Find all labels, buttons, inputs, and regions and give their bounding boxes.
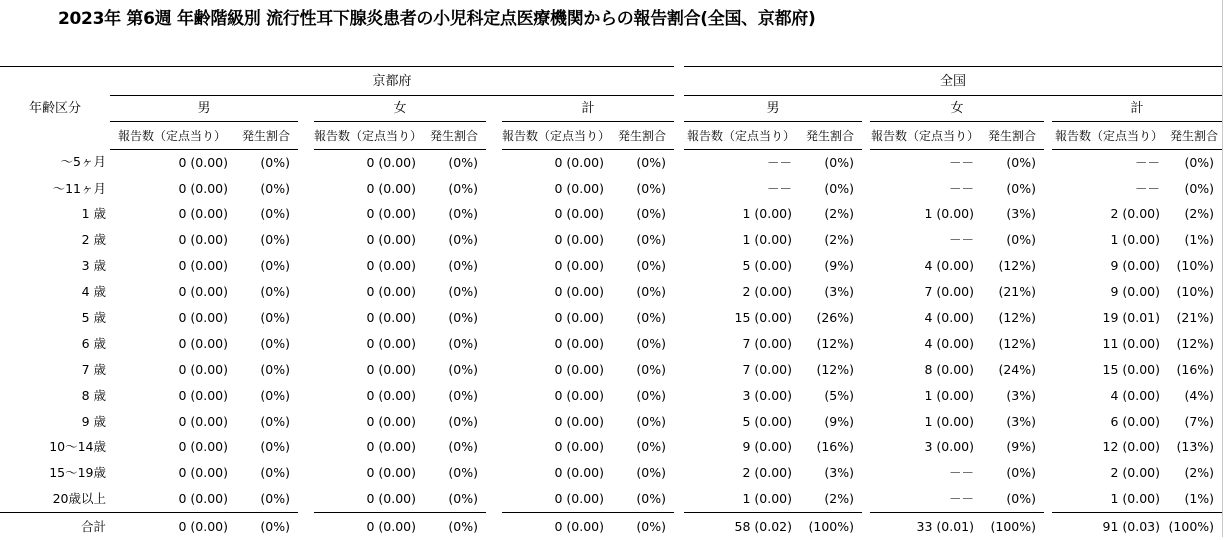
kyoto-total-rate: (0%) [610, 513, 674, 540]
national-total-report-count: 91 (0.03) [1052, 513, 1166, 540]
table-row [0, 383, 1222, 409]
kyoto-male-rate: (0%) [260, 206, 290, 222]
national-total-rate: (21%) [1176, 310, 1215, 326]
kyoto-male-rate: (0%) [260, 258, 290, 274]
age-group-header: 年齢区分 [0, 67, 110, 150]
age-group-label: 2 歳 [81, 232, 106, 248]
national-female-rate: (12%) [998, 335, 1037, 351]
kyoto-total-report-count: 0 (0.00) [554, 154, 604, 170]
kyoto-female-rate: (0%) [448, 387, 478, 403]
national-female-report-count: 1 (0.00) [924, 387, 975, 403]
kyoto-total-rate: (0%) [636, 465, 667, 481]
kyoto-female-report-count: 0 (0.00) [366, 284, 416, 300]
column-header-reports: 報告数（定点当り） [684, 122, 798, 150]
kyoto-total-report-count: 0 (0.00) [554, 180, 604, 196]
national-total-report-count: 2 (0.00) [1110, 465, 1161, 481]
age-group-label: 3 歳 [81, 258, 106, 274]
kyoto-female-rate: (0%) [448, 284, 478, 300]
column-header-rate: 発生割合 [980, 122, 1044, 150]
national-total-report-count: 1 (0.00) [1110, 491, 1161, 507]
national-male-report-count: 3 (0.00) [742, 387, 793, 403]
kyoto-male-rate: (0%) [234, 513, 298, 540]
national-male-report-count: －－ [767, 180, 793, 196]
kyoto-female-rate: (0%) [448, 154, 478, 170]
national-total-header: 計 [1052, 96, 1222, 122]
region-header-national: 全国 [684, 67, 1222, 96]
national-female-rate: (24%) [998, 361, 1037, 377]
kyoto-male-rate: (0%) [260, 413, 290, 429]
table-row [0, 487, 1222, 513]
national-female-rate: (0%) [1006, 491, 1037, 507]
national-total-rate: (10%) [1176, 258, 1215, 274]
column-header-rate: 発生割合 [234, 122, 298, 150]
kyoto-male-header: 男 [110, 96, 298, 122]
kyoto-total-rate: (0%) [636, 491, 667, 507]
kyoto-male-rate: (0%) [260, 465, 290, 481]
kyoto-total-report-count: 0 (0.00) [554, 232, 604, 248]
kyoto-total-rate: (0%) [636, 206, 667, 222]
national-female-report-count: 4 (0.00) [924, 335, 975, 351]
kyoto-total-report-count: 0 (0.00) [554, 439, 604, 455]
kyoto-male-report-count: 0 (0.00) [178, 465, 228, 481]
column-header-rate: 発生割合 [422, 122, 486, 150]
kyoto-total-report-count: 0 (0.00) [554, 413, 604, 429]
column-header-reports: 報告数（定点当り） [110, 122, 234, 150]
national-male-rate: (0%) [824, 154, 855, 170]
kyoto-female-report-count: 0 (0.00) [366, 232, 416, 248]
national-male-report-count: 5 (0.00) [742, 258, 793, 274]
kyoto-female-report-count: 0 (0.00) [366, 387, 416, 403]
national-male-report-count: 7 (0.00) [742, 335, 793, 351]
kyoto-male-rate: (0%) [260, 335, 290, 351]
kyoto-female-report-count: 0 (0.00) [366, 206, 416, 222]
national-female-report-count: 8 (0.00) [924, 361, 975, 377]
kyoto-male-rate: (0%) [260, 310, 290, 326]
kyoto-total-report-count: 0 (0.00) [502, 513, 610, 540]
kyoto-total-report-count: 0 (0.00) [554, 310, 604, 326]
national-female-report-count: 33 (0.01) [870, 513, 980, 540]
national-total-rate: (1%) [1184, 232, 1215, 248]
table-row [0, 409, 1222, 435]
table-row [0, 176, 1222, 202]
national-male-report-count: 1 (0.00) [742, 491, 793, 507]
national-total-report-count: 6 (0.00) [1110, 413, 1161, 429]
national-total-report-count: 11 (0.00) [1102, 335, 1161, 351]
national-male-rate: (3%) [824, 284, 855, 300]
kyoto-total-rate: (0%) [636, 413, 667, 429]
kyoto-male-report-count: 0 (0.00) [178, 439, 228, 455]
kyoto-female-report-count: 0 (0.00) [366, 439, 416, 455]
national-female-report-count: －－ [949, 491, 975, 507]
kyoto-male-report-count: 0 (0.00) [178, 180, 228, 196]
kyoto-male-report-count: 0 (0.00) [178, 335, 228, 351]
kyoto-male-report-count: 0 (0.00) [178, 491, 228, 507]
kyoto-female-report-count: 0 (0.00) [366, 491, 416, 507]
age-group-label: 1 歳 [81, 206, 106, 222]
page-title: 2023年 第6週 年齢階級別 流行性耳下腺炎患者の小児科定点医療機関からの報告割合(全国、京都府) [58, 9, 816, 29]
national-male-report-count: 1 (0.00) [742, 232, 793, 248]
kyoto-female-rate: (0%) [448, 335, 478, 351]
kyoto-total-header: 計 [502, 96, 674, 122]
kyoto-female-report-count: 0 (0.00) [314, 513, 422, 540]
kyoto-female-rate: (0%) [448, 258, 478, 274]
national-total-report-count: 19 (0.01) [1102, 310, 1161, 326]
national-female-rate: (100%) [980, 513, 1044, 540]
national-male-report-count: －－ [767, 154, 793, 170]
national-male-rate: (5%) [824, 387, 855, 403]
national-male-report-count: 7 (0.00) [742, 361, 793, 377]
kyoto-total-rate: (0%) [636, 387, 667, 403]
national-male-report-count: 15 (0.00) [734, 310, 793, 326]
national-total-report-count: 9 (0.00) [1110, 258, 1161, 274]
national-total-rate: (4%) [1184, 387, 1215, 403]
national-female-report-count: 4 (0.00) [924, 310, 975, 326]
kyoto-female-report-count: 0 (0.00) [366, 413, 416, 429]
column-header-reports: 報告数（定点当り） [502, 122, 610, 150]
table-row [0, 305, 1222, 331]
kyoto-female-rate: (0%) [448, 491, 478, 507]
age-group-label: 15～19歳 [49, 465, 106, 481]
kyoto-female-report-count: 0 (0.00) [366, 154, 416, 170]
kyoto-female-report-count: 0 (0.00) [366, 310, 416, 326]
national-female-rate: (0%) [1006, 232, 1037, 248]
national-total-rate: (100%) [1166, 513, 1222, 540]
kyoto-female-report-count: 0 (0.00) [366, 465, 416, 481]
kyoto-male-rate: (0%) [260, 180, 290, 196]
age-group-label: 20歳以上 [52, 491, 106, 507]
header-row-columns [0, 122, 1222, 150]
kyoto-female-report-count: 0 (0.00) [366, 258, 416, 274]
column-header-reports: 報告数（定点当り） [1052, 122, 1166, 150]
national-total-rate: (0%) [1184, 180, 1215, 196]
national-total-rate: (0%) [1184, 154, 1215, 170]
kyoto-male-report-count: 0 (0.00) [178, 232, 228, 248]
kyoto-male-report-count: 0 (0.00) [178, 284, 228, 300]
column-header-rate: 発生割合 [798, 122, 862, 150]
national-female-rate: (0%) [1006, 180, 1037, 196]
national-total-rate: (12%) [1176, 335, 1215, 351]
kyoto-total-rate: (0%) [636, 439, 667, 455]
national-female-report-count: 3 (0.00) [924, 439, 975, 455]
kyoto-total-rate: (0%) [636, 284, 667, 300]
national-total-rate: (2%) [1184, 206, 1215, 222]
column-header-reports: 報告数（定点当り） [314, 122, 422, 150]
national-female-report-count: 7 (0.00) [924, 284, 975, 300]
kyoto-total-report-count: 0 (0.00) [554, 206, 604, 222]
age-group-label: 7 歳 [81, 361, 106, 377]
total-row [0, 513, 1222, 540]
national-total-report-count: 2 (0.00) [1110, 206, 1161, 222]
table-row [0, 202, 1222, 228]
national-female-report-count: －－ [949, 465, 975, 481]
national-female-rate: (3%) [1006, 387, 1037, 403]
national-total-report-count: 9 (0.00) [1110, 284, 1161, 300]
national-male-rate: (12%) [816, 361, 855, 377]
national-total-report-count: 4 (0.00) [1110, 387, 1161, 403]
national-male-rate: (2%) [824, 232, 855, 248]
kyoto-female-report-count: 0 (0.00) [366, 180, 416, 196]
kyoto-total-report-count: 0 (0.00) [554, 258, 604, 274]
age-group-label: ～11ヶ月 [52, 180, 106, 196]
kyoto-male-report-count: 0 (0.00) [178, 361, 228, 377]
national-male-rate: (9%) [824, 258, 855, 274]
national-male-rate: (26%) [816, 310, 855, 326]
header-row-sex [0, 96, 1222, 122]
kyoto-male-report-count: 0 (0.00) [110, 513, 234, 540]
kyoto-female-report-count: 0 (0.00) [366, 335, 416, 351]
national-female-rate: (12%) [998, 310, 1037, 326]
kyoto-total-rate: (0%) [636, 310, 667, 326]
kyoto-total-rate: (0%) [636, 258, 667, 274]
age-group-label: 9 歳 [81, 413, 106, 429]
national-total-report-count: －－ [1135, 154, 1161, 170]
national-total-rate: (13%) [1176, 439, 1215, 455]
kyoto-total-rate: (0%) [636, 335, 667, 351]
kyoto-total-rate: (0%) [636, 180, 667, 196]
age-group-label: 4 歳 [81, 284, 106, 300]
table-row [0, 279, 1222, 305]
age-group-label: ～5ヶ月 [60, 154, 106, 170]
national-female-rate: (21%) [998, 284, 1037, 300]
national-total-report-count: 12 (0.00) [1102, 439, 1161, 455]
national-male-report-count: 58 (0.02) [684, 513, 798, 540]
kyoto-female-rate: (0%) [448, 232, 478, 248]
national-female-report-count: －－ [949, 232, 975, 248]
kyoto-male-report-count: 0 (0.00) [178, 206, 228, 222]
national-female-report-count: －－ [949, 154, 975, 170]
national-male-rate: (16%) [816, 439, 855, 455]
national-total-rate: (1%) [1184, 491, 1215, 507]
kyoto-female-rate: (0%) [422, 513, 486, 540]
national-male-report-count: 5 (0.00) [742, 413, 793, 429]
national-female-report-count: 1 (0.00) [924, 413, 975, 429]
table-row [0, 150, 1222, 176]
kyoto-male-rate: (0%) [260, 491, 290, 507]
column-header-rate: 発生割合 [1166, 122, 1222, 150]
national-female-report-count: 1 (0.00) [924, 206, 975, 222]
national-male-rate: (12%) [816, 335, 855, 351]
national-total-rate: (16%) [1176, 361, 1215, 377]
table-row [0, 331, 1222, 357]
national-male-report-count: 1 (0.00) [742, 206, 793, 222]
national-male-rate: (9%) [824, 413, 855, 429]
column-header-reports: 報告数（定点当り） [870, 122, 980, 150]
national-male-report-count: 2 (0.00) [742, 284, 793, 300]
kyoto-male-rate: (0%) [260, 439, 290, 455]
kyoto-male-report-count: 0 (0.00) [178, 154, 228, 170]
kyoto-total-report-count: 0 (0.00) [554, 465, 604, 481]
national-male-report-count: 2 (0.00) [742, 465, 793, 481]
national-male-rate: (3%) [824, 465, 855, 481]
national-male-header: 男 [684, 96, 862, 122]
national-total-report-count: －－ [1135, 180, 1161, 196]
kyoto-male-report-count: 0 (0.00) [178, 258, 228, 274]
kyoto-female-rate: (0%) [448, 465, 478, 481]
kyoto-female-rate: (0%) [448, 361, 478, 377]
kyoto-female-rate: (0%) [448, 439, 478, 455]
kyoto-male-rate: (0%) [260, 284, 290, 300]
kyoto-total-rate: (0%) [636, 154, 667, 170]
national-female-rate: (12%) [998, 258, 1037, 274]
kyoto-female-report-count: 0 (0.00) [366, 361, 416, 377]
table-row [0, 461, 1222, 487]
kyoto-total-report-count: 0 (0.00) [554, 361, 604, 377]
national-total-rate: (10%) [1176, 284, 1215, 300]
table-row [0, 254, 1222, 280]
table-row [0, 435, 1222, 461]
kyoto-total-report-count: 0 (0.00) [554, 284, 604, 300]
national-total-rate: (7%) [1184, 413, 1215, 429]
kyoto-male-report-count: 0 (0.00) [178, 387, 228, 403]
age-group-label: 5 歳 [81, 310, 106, 326]
national-female-rate: (3%) [1006, 206, 1037, 222]
kyoto-male-rate: (0%) [260, 387, 290, 403]
kyoto-total-report-count: 0 (0.00) [554, 335, 604, 351]
kyoto-male-rate: (0%) [260, 232, 290, 248]
national-male-rate: (100%) [798, 513, 862, 540]
frame-right-edge [1222, 0, 1223, 537]
national-female-header: 女 [870, 96, 1044, 122]
age-group-report-table [0, 66, 1222, 540]
national-male-rate: (2%) [824, 491, 855, 507]
kyoto-male-report-count: 0 (0.00) [178, 310, 228, 326]
kyoto-female-rate: (0%) [448, 206, 478, 222]
national-male-rate: (0%) [824, 180, 855, 196]
national-female-rate: (0%) [1006, 154, 1037, 170]
table-row [0, 357, 1222, 383]
kyoto-female-rate: (0%) [448, 413, 478, 429]
national-female-report-count: 4 (0.00) [924, 258, 975, 274]
column-header-rate: 発生割合 [610, 122, 674, 150]
header-row-region [0, 67, 1222, 96]
age-group-label: 合計 [0, 513, 110, 540]
kyoto-total-report-count: 0 (0.00) [554, 491, 604, 507]
national-male-report-count: 9 (0.00) [742, 439, 793, 455]
national-female-rate: (3%) [1006, 413, 1037, 429]
kyoto-total-report-count: 0 (0.00) [554, 387, 604, 403]
kyoto-male-rate: (0%) [260, 154, 290, 170]
national-total-rate: (2%) [1184, 465, 1215, 481]
national-total-report-count: 1 (0.00) [1110, 232, 1161, 248]
table-row [0, 228, 1222, 254]
kyoto-male-report-count: 0 (0.00) [178, 413, 228, 429]
region-header-kyoto: 京都府 [110, 67, 674, 96]
kyoto-female-rate: (0%) [448, 310, 478, 326]
age-group-label: 10～14歳 [49, 439, 106, 455]
kyoto-female-rate: (0%) [448, 180, 478, 196]
national-female-report-count: －－ [949, 180, 975, 196]
kyoto-total-rate: (0%) [636, 232, 667, 248]
national-female-rate: (0%) [1006, 465, 1037, 481]
kyoto-female-header: 女 [314, 96, 486, 122]
kyoto-male-rate: (0%) [260, 361, 290, 377]
age-group-label: 6 歳 [81, 335, 106, 351]
national-female-rate: (9%) [1006, 439, 1037, 455]
kyoto-total-rate: (0%) [636, 361, 667, 377]
age-group-label: 8 歳 [81, 387, 106, 403]
national-total-report-count: 15 (0.00) [1102, 361, 1161, 377]
national-male-rate: (2%) [824, 206, 855, 222]
